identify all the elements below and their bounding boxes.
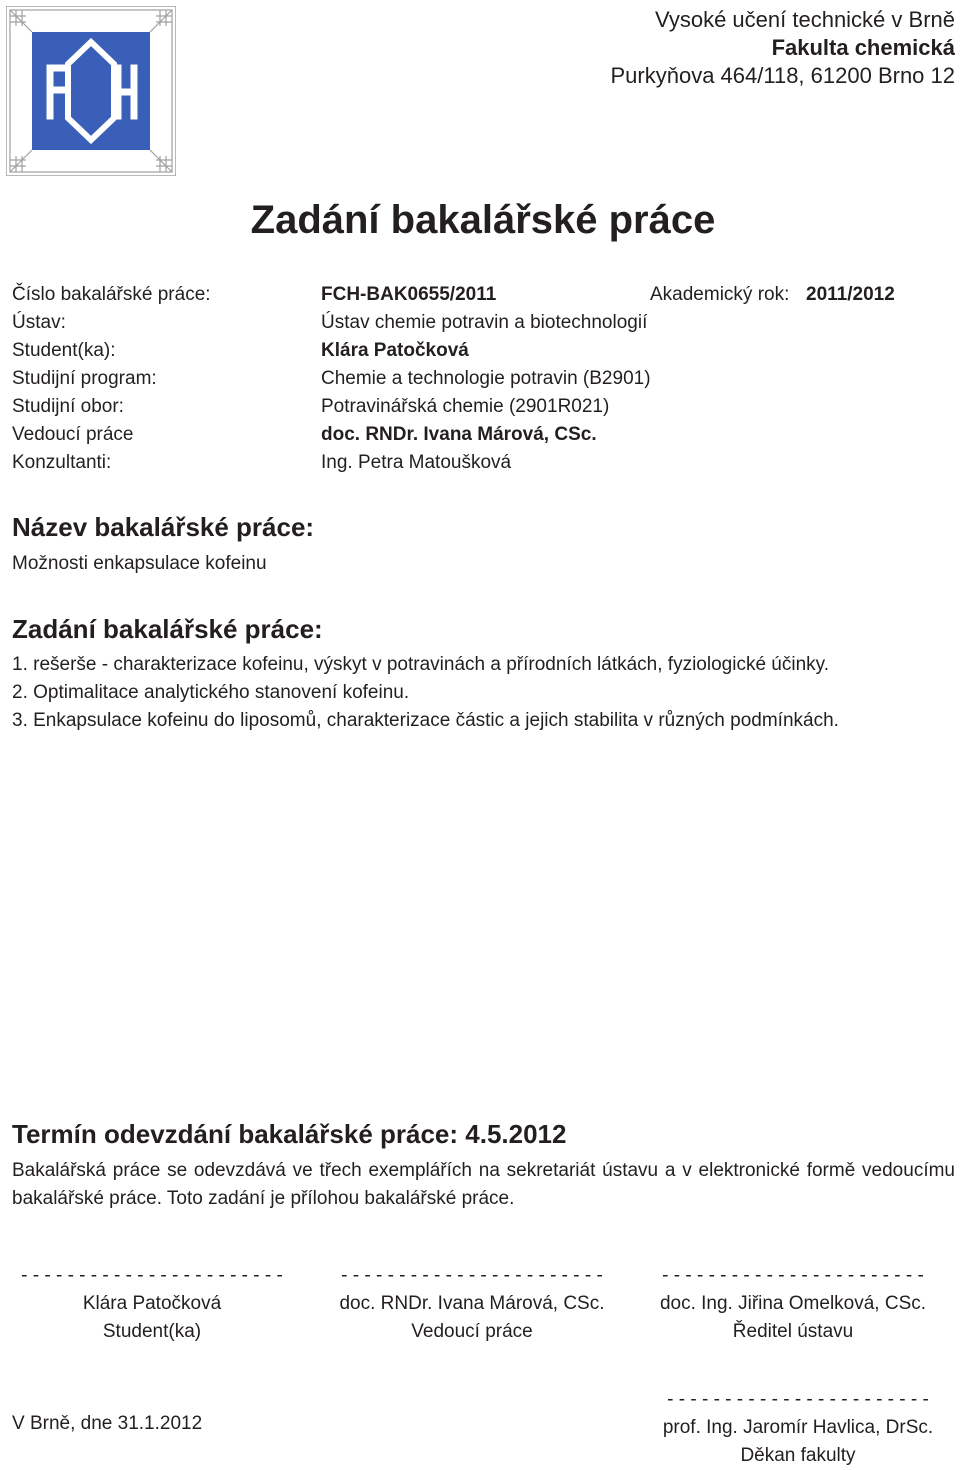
thesis-number-value: FCH-BAK0655/2011 [321,284,497,305]
dean-signature-role: Děkan fakulty [740,1445,856,1466]
student-signature-role: Student(ka) [102,1321,202,1342]
student-signature [12,1262,292,1346]
supervisor-label: Vedoucí práce [12,424,134,445]
thesis-number-label: Číslo bakalářské práce: [12,284,211,305]
academic-year-label: Akademický rok: [650,284,790,305]
consultants-value: Ing. Petra Matoušková [321,452,512,473]
director-signature-role: Ředitel ústavu [732,1321,854,1342]
supervisor-value: doc. RNDr. Ivana Márová, CSc. [321,424,597,445]
dean-signature [654,1386,942,1470]
director-signature-name: doc. Ing. Jiřina Omelková, CSc. [659,1293,927,1314]
assignment-item: 3. Enkapsulace kofeinu do liposomů, charakterizace částic a jejich stabilita v různých podmínkách. [12,710,839,731]
consultants-label: Konzultanti: [12,452,112,473]
program-label: Studijní program: [12,368,157,389]
page-title: Zadání bakalářské práce [250,198,716,242]
institute-label: Ústav: [12,312,66,333]
deadline-heading: Termín odevzdání bakalářské práce: 4.5.2012 [12,1119,567,1149]
faculty-name: Fakulta chemická [771,35,955,60]
supervisor-signature-name: doc. RNDr. Ivana Márová, CSc. [339,1293,605,1314]
dean-signature-name: prof. Ing. Jaromír Havlica, DrSc. [662,1417,934,1438]
assignment-heading: Zadání bakalářské práce: [12,614,323,644]
assignment-item: 2. Optimalitace analytického stanovení kofeinu. [12,682,410,703]
academic-year-value: 2011/2012 [806,284,895,305]
faculty-logo [6,6,176,176]
deadline-text: Bakalářská práce se odevzdává ve třech exemplářích na sekretariát ústavu a v elektronické formě vedoucímu bakalářské práce. Toto zadání je přílohou bakalářské práce. [12,1160,955,1209]
supervisor-signature-role: Vedoucí práce [411,1321,533,1342]
signature-line: - - - - - - - - - - - - - - - - - - - - - - - [21,1265,283,1286]
student-value: Klára Patočková [321,340,469,361]
university-name: Vysoké učení technické v Brně [654,7,955,32]
director-signature [652,1262,934,1346]
assignment-item: 1. rešerše - charakterizace kofeinu, výskyt v potravinách a přírodních látkách, fyziologické účinky. [12,654,830,675]
signature-line: - - - - - - - - - - - - - - - - - - - - - - - [662,1265,924,1286]
place-date: V Brně, dne 31.1.2012 [12,1413,203,1434]
program-value: Chemie a technologie potravin (B2901) [321,368,651,389]
thesis-name-heading: Název bakalářské práce: [12,512,315,542]
faculty-address: Purkyňova 464/118, 61200 Brno 12 [610,63,955,88]
thesis-name-text: Možnosti enkapsulace kofeinu [12,553,267,574]
signature-line: - - - - - - - - - - - - - - - - - - - - - - - [341,1265,603,1286]
field-value: Potravinářská chemie (2901R021) [321,396,610,417]
field-label: Studijní obor: [12,396,124,417]
student-signature-name: Klára Patočková [82,1293,222,1314]
institute-value: Ústav chemie potravin a biotechnologií [321,312,648,333]
supervisor-signature [332,1262,612,1346]
signature-line: - - - - - - - - - - - - - - - - - - - - - - - [667,1389,929,1410]
student-label: Student(ka): [12,340,116,361]
